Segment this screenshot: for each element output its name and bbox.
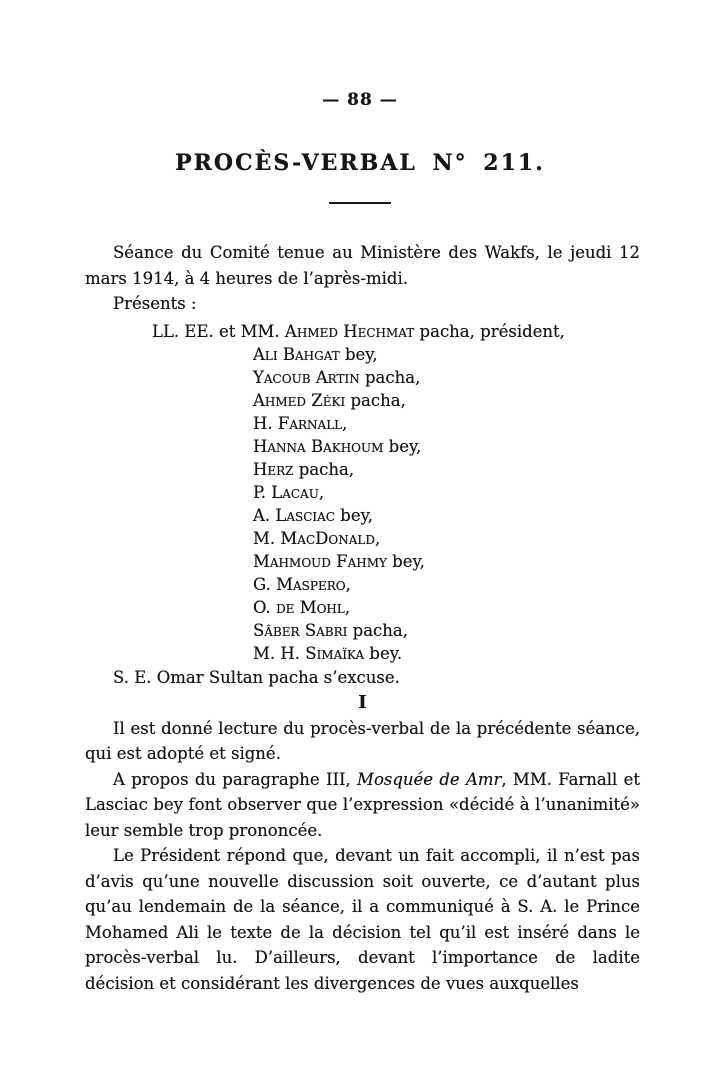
title-rule bbox=[329, 202, 391, 204]
attendee-suffix: , bbox=[318, 482, 325, 502]
attendee-row bbox=[253, 573, 640, 596]
attendee-suffix: , bbox=[345, 574, 351, 594]
attendee-name: Lasciac bbox=[275, 505, 336, 525]
attendee-row bbox=[152, 320, 640, 343]
attendee-name: Ali Bahgat bbox=[253, 344, 340, 364]
attendee-suffix: bey, bbox=[383, 436, 422, 456]
attendee-row bbox=[253, 435, 640, 458]
attendees-list bbox=[85, 320, 640, 665]
paragraph-mosquee bbox=[85, 767, 640, 844]
attendee-suffix: , bbox=[344, 597, 351, 617]
attendee-prefix: H. bbox=[253, 413, 278, 433]
attendee-prefix: LL. EE. et MM. bbox=[152, 321, 285, 341]
attendee-name: Sâber Sabri bbox=[253, 620, 348, 640]
attendee-row bbox=[253, 366, 640, 389]
attendee-name: Yacoub Artin bbox=[253, 367, 360, 387]
attendee-row bbox=[253, 527, 640, 550]
section-numeral: I bbox=[358, 692, 367, 713]
paragraph-lecture: Il est donné lecture du procès-verbal de la précédente séance, qui est adopté et signé. bbox=[85, 718, 640, 763]
attendee-row bbox=[253, 550, 640, 573]
attendee-row bbox=[253, 458, 640, 481]
document-title: PROCÈS-VERBAL N° 211. bbox=[175, 150, 545, 176]
attendee-name: Maspero bbox=[276, 574, 346, 594]
attendee-suffix: pacha, président, bbox=[414, 321, 565, 341]
attendee-name: Ahmed Zéki bbox=[253, 390, 346, 410]
document-body bbox=[85, 240, 640, 996]
attendee-name: Ahmed Hechmat bbox=[284, 321, 415, 341]
attendee-suffix: pacha, bbox=[345, 390, 406, 410]
attendee-suffix: pacha, bbox=[359, 367, 421, 387]
attendee-name: de Mohl bbox=[276, 597, 345, 617]
attendee-suffix: pacha, bbox=[293, 459, 355, 479]
paragraph-mosquee-after: , MM. Farnall et Lasciac bey font observer que l’expression «décidé à l’unanimité» leur semble trop prononcée. bbox=[85, 769, 641, 840]
attendee-name: Herz bbox=[253, 459, 294, 479]
attendee-prefix: A. bbox=[253, 505, 276, 525]
attendee-suffix: bey, bbox=[335, 505, 373, 525]
attendee-row bbox=[253, 596, 640, 619]
attendee-name: Lacau bbox=[271, 482, 319, 502]
attendee-suffix: bey, bbox=[386, 551, 425, 571]
attendee-suffix: , bbox=[374, 528, 381, 548]
attendee-row bbox=[253, 343, 640, 366]
attendee-prefix: M. bbox=[253, 528, 281, 548]
attendee-name: MacDonald bbox=[280, 528, 375, 548]
attendee-name: Mahmoud Fahmy bbox=[253, 551, 387, 571]
paragraph-president: Le Président répond que, devant un fait accompli, il n’est pas d’avis qu’une nouvelle discussion soit ouverte, ce d’autant plus qu’au lendemain de la séance, il a communiqué à S. A. le Prince Mohamed Ali le texte de la décision tel qu’il est inséré dans le procès-verbal lu. D’ailleurs, devant l’importance de ladite décision et considérant les divergences de vues auxquelles bbox=[85, 846, 640, 993]
attendee-row bbox=[253, 412, 640, 435]
excuse-line: S. E. Omar Sultan pacha s’excuse. bbox=[113, 667, 400, 687]
attendee-row bbox=[253, 504, 640, 527]
attendee-name: Farnall bbox=[277, 413, 343, 433]
attendee-suffix: bey. bbox=[364, 643, 403, 663]
attendee-suffix: bey, bbox=[339, 344, 378, 364]
attendee-suffix: , bbox=[342, 413, 348, 433]
paragraph-mosquee-before: A propos du paragraphe III, bbox=[113, 769, 358, 789]
attendee-row bbox=[253, 389, 640, 412]
attendee-prefix: G. bbox=[253, 574, 277, 594]
attendee-row bbox=[253, 642, 640, 665]
attendee-prefix: O. bbox=[253, 597, 277, 617]
seance-paragraph: Séance du Comité tenue au Ministère des Wakfs, le jeudi 12 mars 1914, à 4 heures de l’après-midi. bbox=[85, 243, 640, 288]
mosquee-de-amr-italic: Mosquée de Amr bbox=[357, 769, 502, 789]
attendee-prefix: M. H. bbox=[253, 643, 306, 663]
attendee-name: Hanna Bakhoum bbox=[253, 436, 384, 456]
attendee-row bbox=[253, 481, 640, 504]
attendee-name: Simaïka bbox=[305, 643, 365, 663]
attendee-row bbox=[253, 619, 640, 642]
attendee-suffix: pacha, bbox=[347, 620, 409, 640]
presents-label: Présents : bbox=[113, 294, 197, 313]
attendee-prefix: P. bbox=[253, 482, 272, 502]
page-number: — 88 — bbox=[322, 90, 398, 110]
